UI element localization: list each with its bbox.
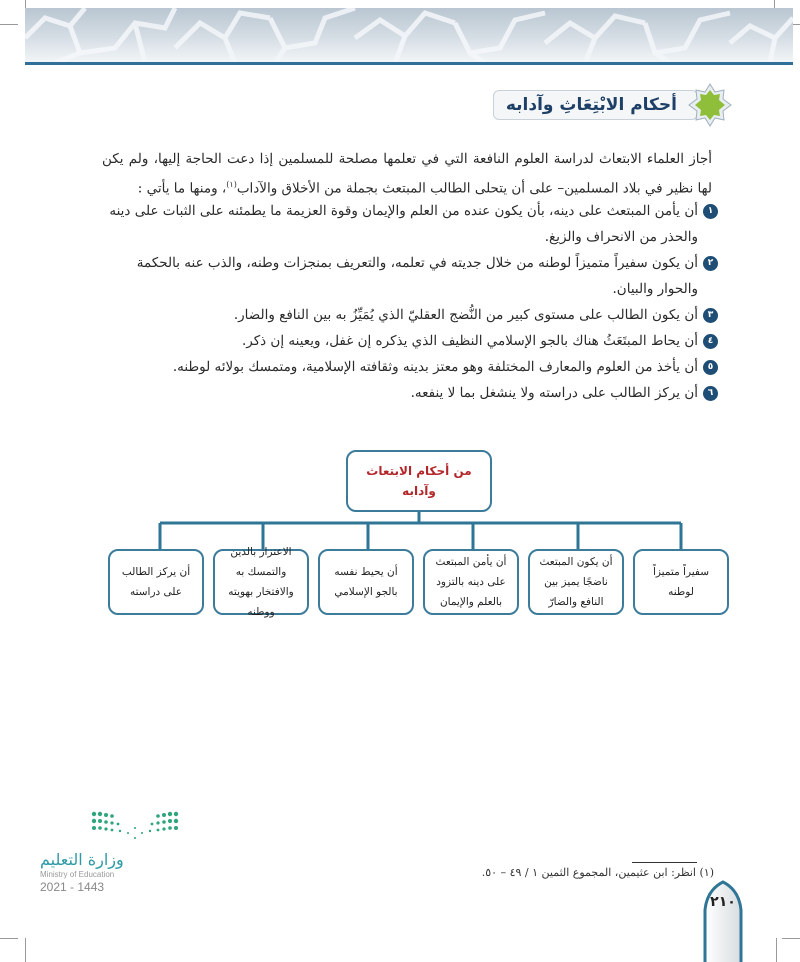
rule-item: [98, 302, 718, 328]
rule-text: أن يكون الطالب على مستوى كبير من النُّضج العقليّ الذي يُمَيِّزُ به بين النافع والضار.: [233, 307, 698, 323]
rule-text: أن يأمن المبتعث على دينه، بأن يكون عنده من العلم والإيمان وقوة العزيمة ما يطمئنه على الثبات على دينه والحذر من الانحراف والزيغ.: [109, 203, 698, 245]
rules-list: [98, 198, 718, 406]
footnote-rule: [632, 862, 697, 863]
geometric-pattern-icon: [25, 8, 793, 63]
number-badge: ١: [703, 204, 718, 219]
logo-year: 2021 - 1443: [40, 880, 105, 894]
crop-mark: [0, 938, 18, 939]
number-badge: ٦: [703, 386, 718, 401]
logo-english-text: Ministry of Education: [40, 870, 115, 879]
number-badge: ٣: [703, 308, 718, 323]
rule-text: أن يحاط المبتَعَثُ هناك بالجو الإسلامي النظيف الذي يذكره إن غفل، ويعينه إن ذكر.: [241, 333, 698, 349]
intro-text: أجاز العلماء الابتعاث لدراسة العلوم النافعة التي في تعلمها مصلحة للمسلمين إذا دعت الحاجة إليها، ولم يكن لها نظير في بلاد المسلمين– على أن يتحلى الطالب المبتعث بجملة من الأخلاق والآداب: [102, 151, 712, 197]
diagram-node: أن يكون المبتعث ناضجًا يميز بين النافع والضارّ: [528, 549, 624, 615]
crop-mark: [776, 938, 777, 962]
section-heading: [493, 86, 732, 124]
diagram-node: سفيراً متميزاً لوطنه: [633, 549, 729, 615]
diagram-node: أن يحيط نفسه بالجو الإسلامي: [318, 549, 414, 615]
intro-tail: ، ومنها ما يأتي :: [137, 180, 227, 197]
rule-item: [98, 198, 718, 250]
rule-item: [98, 380, 718, 406]
intro-paragraph: [102, 146, 712, 202]
number-badge: ٢: [703, 256, 718, 271]
rule-item: [98, 250, 718, 302]
rule-item: [98, 354, 718, 380]
diagram-node: أن يركز الطالب على دراسته: [108, 549, 204, 615]
header-banner: [25, 8, 793, 63]
rule-text: أن يأخذ من العلوم والمعارف المختلفة وهو معتز بدينه وثقافته الإسلامية، ومتمسك بولائه لوطنه.: [172, 359, 698, 375]
crop-mark: [0, 24, 18, 25]
star-badge-icon: [688, 83, 732, 127]
rule-text: أن يركز الطالب على دراسته ولا ينشغل بما لا ينفعه.: [410, 385, 698, 401]
rule-text: أن يكون سفيراً متميزاً لوطنه من خلال جديته في تعلمه، والتعريف بمنجزات وطنه، والذب عنه بالحكمة والحوار والبيان.: [136, 255, 698, 297]
diagram-node: الاعتزاز بالدين والتمسك به والافتخار بهويته ووطنه: [213, 549, 309, 615]
section-title: أحكام الابْتِعَاثِ وآدابه: [493, 90, 698, 120]
logo-dots-icon: [90, 810, 190, 846]
crop-mark: [25, 938, 26, 962]
number-badge: ٤: [703, 334, 718, 349]
number-badge: ٥: [703, 360, 718, 375]
crop-mark: [782, 938, 800, 939]
footnote: (١) انظر: ابن عثيمين، المجموع الثمين ١ / ٤٩ – ٥٠.: [481, 866, 714, 879]
footnote-reference[interactable]: (١): [226, 180, 237, 189]
ministry-logo: [40, 810, 190, 894]
rule-item: [98, 328, 718, 354]
page-number: ٢١٠: [710, 894, 736, 910]
logo-arabic-text: وزارة التعليم: [40, 850, 124, 869]
diagram-node: أن يأمن المبتعث على دينه بالتزود بالعلم والإيمان: [423, 549, 519, 615]
header-rule: [25, 62, 793, 65]
diagram-root-node: من أحكام الابتعاث وآدابه: [346, 450, 492, 512]
page-number-arch-icon: [702, 880, 744, 962]
